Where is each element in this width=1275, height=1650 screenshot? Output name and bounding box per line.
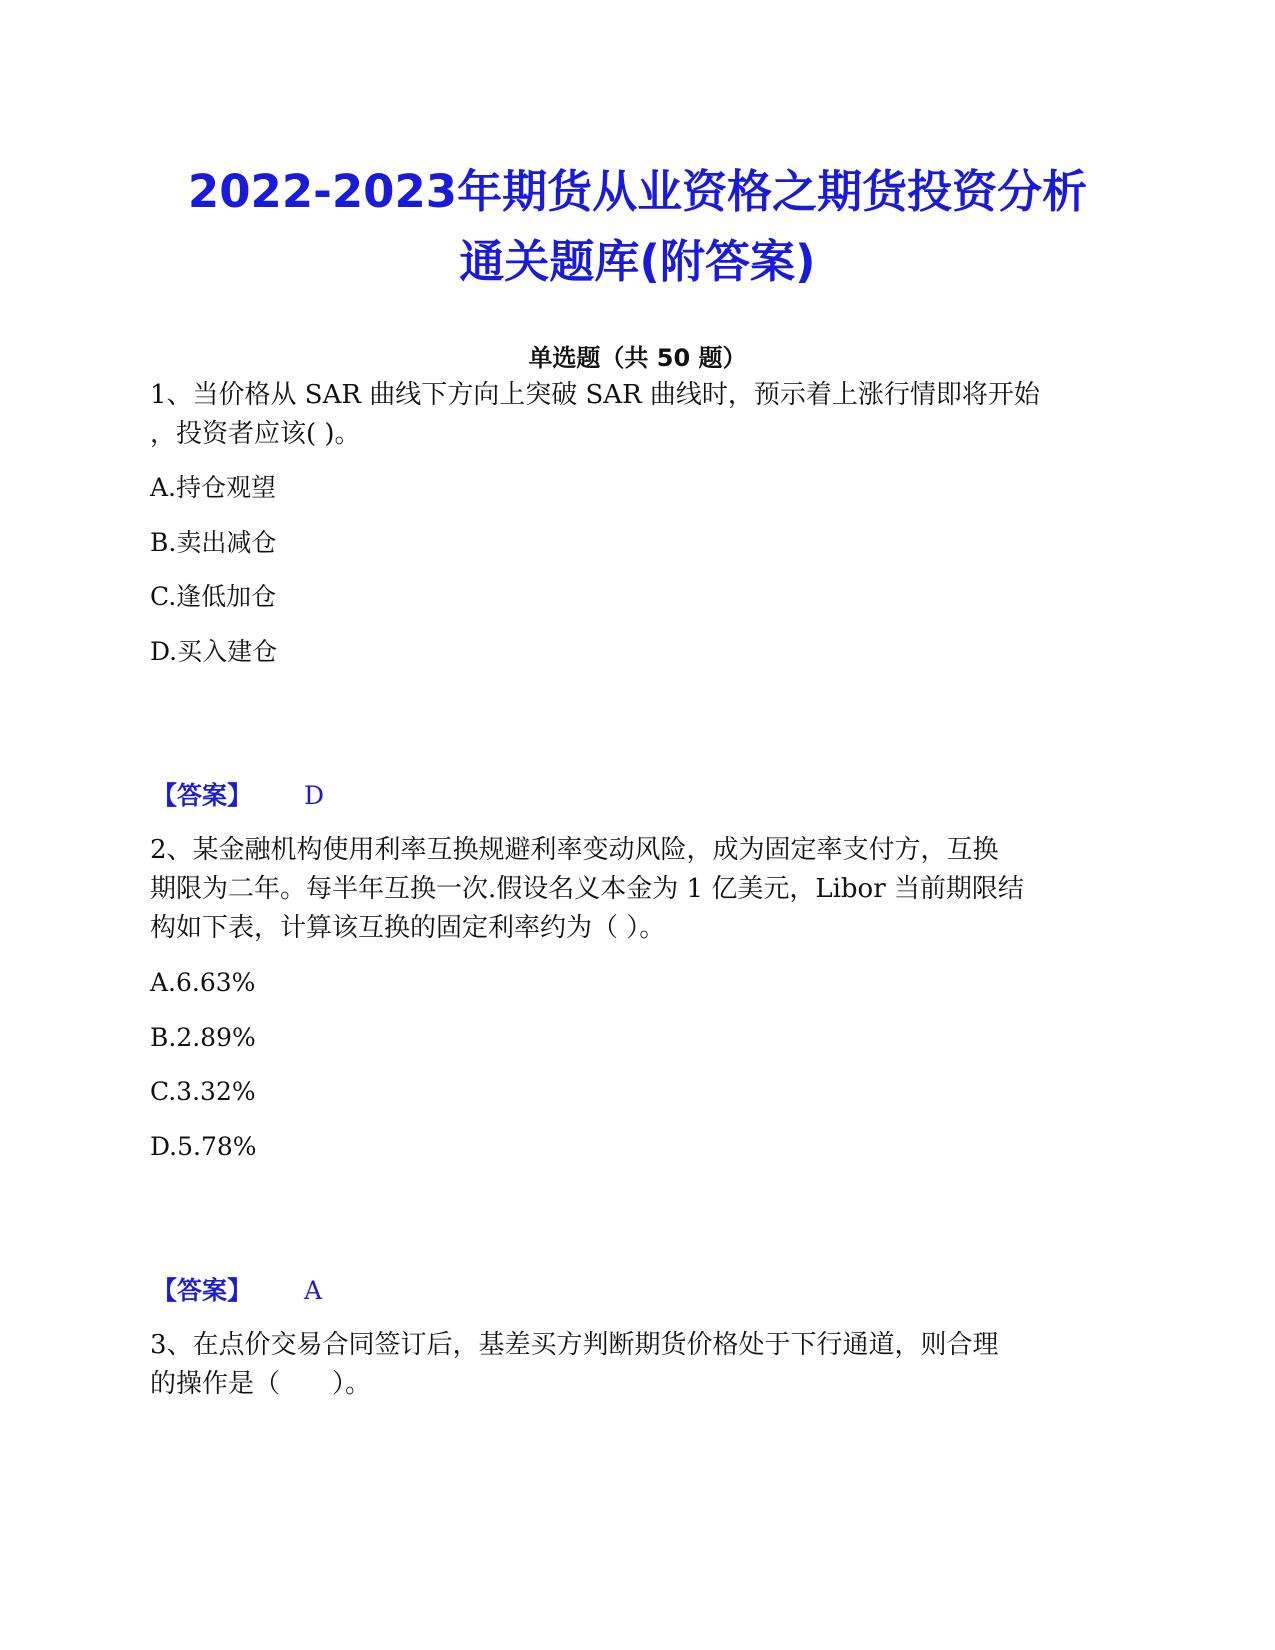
answer-value: D bbox=[304, 781, 325, 810]
question-text-line: 1、当价格从 SAR 曲线下方向上突破 SAR 曲线时，预示着上涨行情即将开始 bbox=[150, 380, 1040, 410]
answer-row bbox=[152, 781, 324, 811]
document-title-line-1: 2022-2023年期货从业资格之期货投资分析 bbox=[187, 165, 1088, 218]
answer-value: A bbox=[304, 1276, 323, 1305]
option-d: D.5.78% bbox=[150, 1132, 257, 1161]
option-a: A.6.63% bbox=[150, 968, 256, 997]
answer-label: 【答案】 bbox=[152, 781, 253, 810]
question-text-line: ，投资者应该( )。 bbox=[150, 419, 361, 449]
document-title-line-2: 通关题库(附答案) bbox=[459, 235, 816, 288]
section-heading: 单选题（共 50 题） bbox=[528, 344, 747, 372]
option-c: C.3.32% bbox=[150, 1077, 256, 1106]
answer-label: 【答案】 bbox=[152, 1276, 253, 1305]
question-text-line: 3、在点价交易合同签订后，基差买方判断期货价格处于下行通道，则合理 bbox=[150, 1330, 999, 1360]
option-a: A.持仓观望 bbox=[150, 473, 277, 502]
question-text-line: 构如下表，计算该互换的固定利率约为（ ）。 bbox=[150, 913, 666, 943]
option-c: C.逢低加仓 bbox=[150, 582, 277, 611]
option-b: B.2.89% bbox=[150, 1023, 256, 1052]
question-text-line: 2、某金融机构使用利率互换规避利率变动风险，成为固定率支付方，互换 bbox=[150, 835, 999, 865]
question-text-line: 的操作是（ ）。 bbox=[150, 1369, 372, 1399]
answer-row bbox=[152, 1276, 322, 1306]
option-b: B.卖出减仓 bbox=[150, 528, 277, 557]
option-d: D.买入建仓 bbox=[150, 637, 278, 666]
question-text-line: 期限为二年。每半年互换一次.假设名义本金为 1 亿美元，Libor 当前期限结 bbox=[150, 874, 1024, 904]
